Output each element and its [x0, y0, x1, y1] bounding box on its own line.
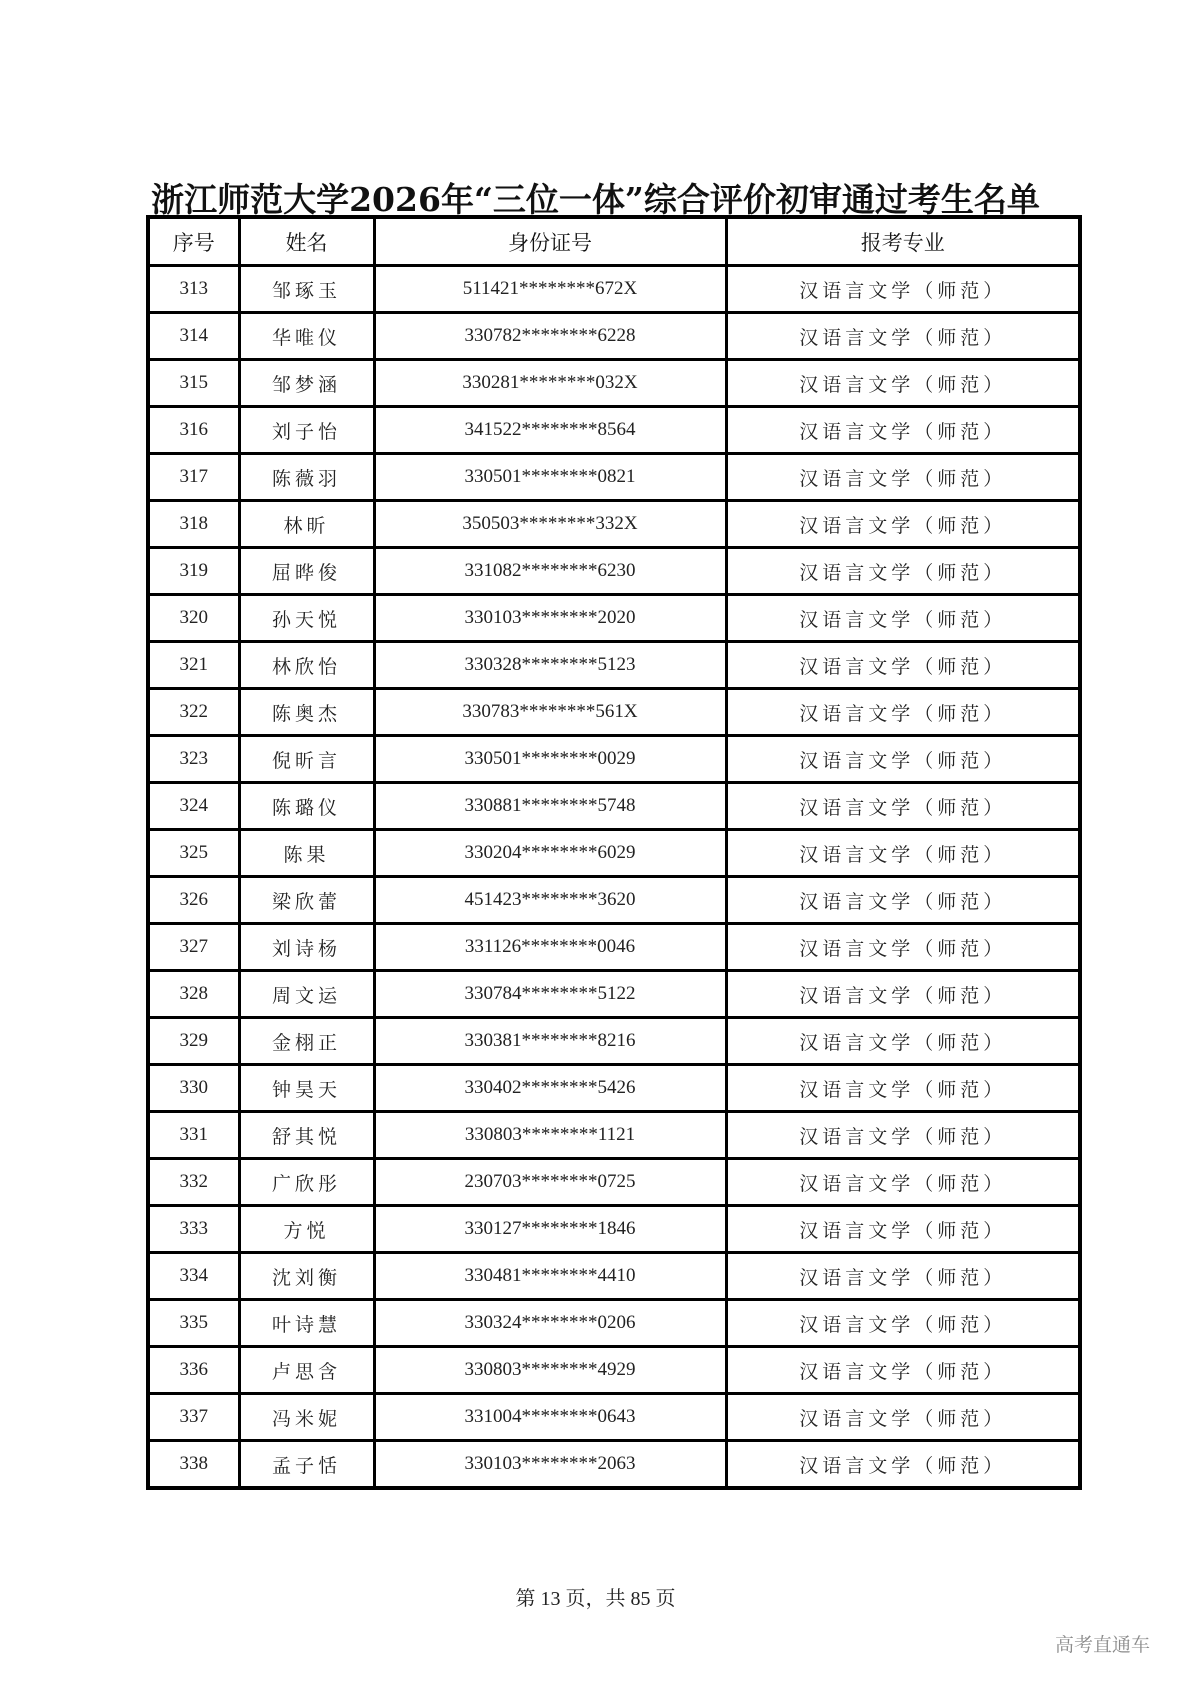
cell-id-number: 330328********5123: [374, 642, 726, 689]
cell-id-number: 330381********8216: [374, 1018, 726, 1065]
candidate-table: [146, 215, 1082, 1490]
cell-id-number: 330103********2020: [374, 595, 726, 642]
cell-name: 沈刘衡: [239, 1253, 374, 1300]
cell-id-number: 350503********332X: [374, 501, 726, 548]
cell-serial-number: 320: [148, 595, 239, 642]
column-header-name: 姓名: [239, 217, 374, 266]
document-title: 浙江师范大学2026年“三位一体”综合评价初审通过考生名单: [151, 180, 1040, 220]
cell-name: 刘诗杨: [239, 924, 374, 971]
cell-serial-number: 335: [148, 1300, 239, 1347]
cell-id-number: 341522********8564: [374, 407, 726, 454]
table-row: [148, 1159, 1080, 1206]
cell-serial-number: 314: [148, 313, 239, 360]
cell-serial-number: 322: [148, 689, 239, 736]
cell-id-number: 331082********6230: [374, 548, 726, 595]
table-row: [148, 924, 1080, 971]
cell-major: 汉语言文学（师范）: [726, 783, 1080, 830]
cell-id-number: 451423********3620: [374, 877, 726, 924]
cell-id-number: 330281********032X: [374, 360, 726, 407]
cell-serial-number: 330: [148, 1065, 239, 1112]
cell-serial-number: 333: [148, 1206, 239, 1253]
watermark: 高考直通车: [1055, 1634, 1151, 1656]
cell-major: 汉语言文学（师范）: [726, 1300, 1080, 1347]
cell-name: 钟昊天: [239, 1065, 374, 1112]
cell-serial-number: 321: [148, 642, 239, 689]
cell-name: 邹梦涵: [239, 360, 374, 407]
table-row: [148, 971, 1080, 1018]
cell-name: 金栩正: [239, 1018, 374, 1065]
table-row: [148, 313, 1080, 360]
cell-major: 汉语言文学（师范）: [726, 1112, 1080, 1159]
table-row: [148, 1065, 1080, 1112]
cell-name: 陈奥杰: [239, 689, 374, 736]
cell-serial-number: 337: [148, 1394, 239, 1441]
cell-major: 汉语言文学（师范）: [726, 1159, 1080, 1206]
table-row: [148, 501, 1080, 548]
table-row: [148, 595, 1080, 642]
cell-major: 汉语言文学（师范）: [726, 454, 1080, 501]
cell-name: 叶诗慧: [239, 1300, 374, 1347]
cell-id-number: 330803********4929: [374, 1347, 726, 1394]
table-row: [148, 1253, 1080, 1300]
cell-name: 舒其悦: [239, 1112, 374, 1159]
cell-major: 汉语言文学（师范）: [726, 1253, 1080, 1300]
table-row: [148, 642, 1080, 689]
cell-name: 周文运: [239, 971, 374, 1018]
cell-name: 卢思含: [239, 1347, 374, 1394]
cell-major: 汉语言文学（师范）: [726, 501, 1080, 548]
cell-serial-number: 318: [148, 501, 239, 548]
cell-serial-number: 329: [148, 1018, 239, 1065]
cell-serial-number: 334: [148, 1253, 239, 1300]
cell-major: 汉语言文学（师范）: [726, 266, 1080, 313]
cell-id-number: 330103********2063: [374, 1441, 726, 1489]
cell-major: 汉语言文学（师范）: [726, 360, 1080, 407]
cell-major: 汉语言文学（师范）: [726, 1018, 1080, 1065]
cell-serial-number: 316: [148, 407, 239, 454]
cell-serial-number: 317: [148, 454, 239, 501]
cell-name: 林昕: [239, 501, 374, 548]
cell-id-number: 330783********561X: [374, 689, 726, 736]
table-row: [148, 266, 1080, 313]
table-row: [148, 1206, 1080, 1253]
cell-major: 汉语言文学（师范）: [726, 1394, 1080, 1441]
cell-major: 汉语言文学（师范）: [726, 548, 1080, 595]
cell-major: 汉语言文学（师范）: [726, 642, 1080, 689]
cell-id-number: 330402********5426: [374, 1065, 726, 1112]
cell-id-number: 331004********0643: [374, 1394, 726, 1441]
cell-id-number: 330881********5748: [374, 783, 726, 830]
cell-serial-number: 319: [148, 548, 239, 595]
cell-major: 汉语言文学（师范）: [726, 407, 1080, 454]
cell-major: 汉语言文学（师范）: [726, 877, 1080, 924]
cell-serial-number: 313: [148, 266, 239, 313]
cell-name: 陈薇羽: [239, 454, 374, 501]
table-header-row: [148, 217, 1080, 266]
cell-name: 邹琢玉: [239, 266, 374, 313]
cell-serial-number: 327: [148, 924, 239, 971]
cell-serial-number: 338: [148, 1441, 239, 1489]
column-header-no: 序号: [148, 217, 239, 266]
table-row: [148, 1394, 1080, 1441]
cell-name: 孟子恬: [239, 1441, 374, 1489]
table-row: [148, 360, 1080, 407]
cell-id-number: 330782********6228: [374, 313, 726, 360]
table-row: [148, 877, 1080, 924]
cell-serial-number: 325: [148, 830, 239, 877]
cell-id-number: 511421********672X: [374, 266, 726, 313]
cell-major: 汉语言文学（师范）: [726, 1347, 1080, 1394]
cell-serial-number: 324: [148, 783, 239, 830]
cell-serial-number: 326: [148, 877, 239, 924]
cell-name: 刘子怡: [239, 407, 374, 454]
cell-major: 汉语言文学（师范）: [726, 736, 1080, 783]
cell-name: 华唯仪: [239, 313, 374, 360]
cell-name: 冯米妮: [239, 1394, 374, 1441]
table-row: [148, 1018, 1080, 1065]
cell-id-number: 330501********0029: [374, 736, 726, 783]
cell-name: 屈晔俊: [239, 548, 374, 595]
cell-major: 汉语言文学（师范）: [726, 1441, 1080, 1489]
cell-major: 汉语言文学（师范）: [726, 689, 1080, 736]
cell-major: 汉语言文学（师范）: [726, 830, 1080, 877]
table-row: [148, 454, 1080, 501]
cell-id-number: 330204********6029: [374, 830, 726, 877]
cell-major: 汉语言文学（师范）: [726, 1206, 1080, 1253]
cell-name: 方悦: [239, 1206, 374, 1253]
table-row: [148, 1112, 1080, 1159]
cell-serial-number: 315: [148, 360, 239, 407]
table-row: [148, 783, 1080, 830]
cell-id-number: 330324********0206: [374, 1300, 726, 1347]
table-row: [148, 1347, 1080, 1394]
cell-id-number: 330127********1846: [374, 1206, 726, 1253]
cell-id-number: 230703********0725: [374, 1159, 726, 1206]
cell-major: 汉语言文学（师范）: [726, 1065, 1080, 1112]
cell-name: 倪昕言: [239, 736, 374, 783]
column-header-id: 身份证号: [374, 217, 726, 266]
cell-id-number: 330803********1121: [374, 1112, 726, 1159]
cell-id-number: 331126********0046: [374, 924, 726, 971]
table-row: [148, 407, 1080, 454]
cell-major: 汉语言文学（师范）: [726, 924, 1080, 971]
cell-id-number: 330481********4410: [374, 1253, 726, 1300]
cell-name: 广欣彤: [239, 1159, 374, 1206]
cell-serial-number: 323: [148, 736, 239, 783]
table-row: [148, 548, 1080, 595]
column-header-major: 报考专业: [726, 217, 1080, 266]
cell-serial-number: 332: [148, 1159, 239, 1206]
cell-id-number: 330784********5122: [374, 971, 726, 1018]
table-row: [148, 736, 1080, 783]
table-row: [148, 689, 1080, 736]
cell-name: 陈果: [239, 830, 374, 877]
cell-serial-number: 336: [148, 1347, 239, 1394]
cell-name: 林欣怡: [239, 642, 374, 689]
table-row: [148, 830, 1080, 877]
cell-name: 梁欣蕾: [239, 877, 374, 924]
cell-major: 汉语言文学（师范）: [726, 595, 1080, 642]
cell-name: 陈璐仪: [239, 783, 374, 830]
cell-id-number: 330501********0821: [374, 454, 726, 501]
page-indicator: 第 13 页，共 85 页: [515, 1588, 676, 1610]
cell-serial-number: 331: [148, 1112, 239, 1159]
cell-major: 汉语言文学（师范）: [726, 971, 1080, 1018]
cell-major: 汉语言文学（师范）: [726, 313, 1080, 360]
table-row: [148, 1441, 1080, 1489]
cell-serial-number: 328: [148, 971, 239, 1018]
cell-name: 孙天悦: [239, 595, 374, 642]
table-row: [148, 1300, 1080, 1347]
